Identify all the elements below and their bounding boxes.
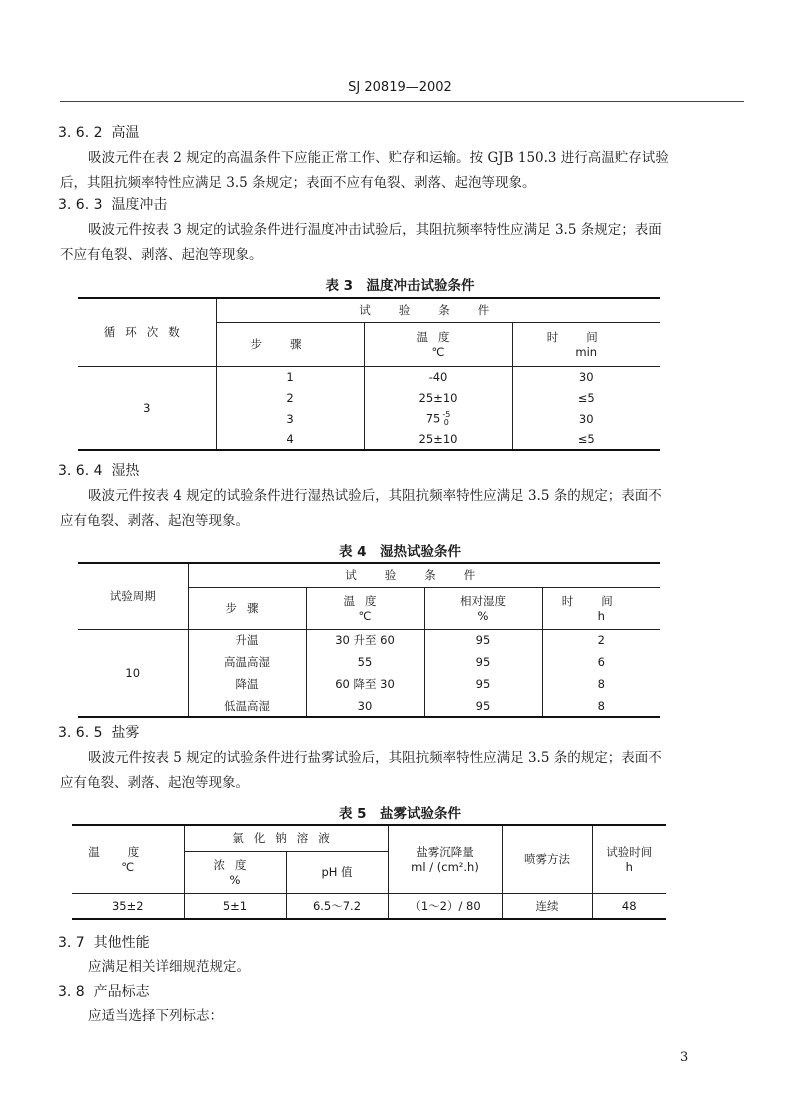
section-number: 3. 6. 5	[58, 725, 103, 741]
table-header-nacl: 氯化钠溶液	[184, 825, 388, 851]
table-cell: 8	[597, 677, 605, 691]
table-4	[78, 562, 660, 718]
table-header-period: 试验周期	[78, 563, 188, 629]
table-cell: （1～2）/ 80	[388, 893, 502, 919]
table-cell: ≤5	[512, 429, 660, 450]
paragraph-line: 吸波元件按表 5 规定的试验条件进行盐雾试验后，其阻抗频率特性应满足 3.5 条的规定；表面不	[88, 750, 662, 766]
paragraph-line: 应有龟裂、剥落、起泡等现象。	[60, 513, 249, 529]
section-3-6-5-body	[60, 746, 690, 796]
table-cell: 95	[424, 673, 542, 695]
section-3-6-5-heading	[58, 722, 139, 742]
table-header-time: 时间 h	[542, 587, 660, 629]
table-header-conditions: 试验条件	[188, 563, 660, 587]
table-3	[78, 297, 660, 451]
table-cell: 30	[578, 411, 594, 426]
table-cell: 25±10	[364, 429, 512, 450]
paragraph-line: 吸波元件按表 4 规定的试验条件进行湿热试验后，其阻抗频率特性应满足 3.5 条的规定；表面不	[88, 488, 662, 504]
section-title: 产品标志	[93, 984, 150, 1000]
section-number: 3. 6. 2	[58, 125, 103, 141]
table-cell: 高温高湿	[188, 651, 306, 673]
table-5-caption: 表 5 盐雾试验条件	[338, 806, 462, 822]
table-cell: 1	[216, 366, 364, 387]
section-number: 3. 8	[58, 984, 85, 1000]
table-cell: 30	[578, 369, 594, 384]
table-cell: 95	[424, 629, 542, 651]
table-header-temperature: 温度 ℃	[306, 587, 424, 629]
section-title: 其他性能	[93, 935, 150, 951]
table-cell-period: 10	[78, 629, 188, 717]
table-cell: 55	[306, 651, 424, 673]
paragraph-line: 吸波元件按表 3 规定的试验条件进行温度冲击试验后，其阻抗频率特性应满足 3.5 条规定；表面	[88, 222, 662, 238]
table-cell: 低温高湿	[188, 695, 306, 717]
table-5	[72, 824, 666, 920]
section-3-7-body	[60, 955, 690, 980]
table-header-conditions: 试验条件	[216, 298, 660, 322]
paragraph-line: 应满足相关详细规范规定。	[88, 959, 250, 975]
paragraph-line: 应有龟裂、剥落、起泡等现象。	[60, 775, 249, 791]
table-cell: 4	[216, 429, 364, 450]
section-3-8-body	[60, 1004, 690, 1029]
section-3-6-2-heading	[58, 122, 139, 142]
table-header-concentration: 浓度 %	[184, 851, 286, 893]
table-header-temperature: 温度 ℃	[72, 825, 184, 893]
table-cell: 75 -5 0	[364, 408, 512, 429]
header-rule	[60, 101, 744, 102]
table-cell: 6.5～7.2	[286, 893, 388, 919]
table-cell: 95	[424, 651, 542, 673]
section-3-8-heading	[58, 981, 150, 1001]
table-header-temperature: 温度 ℃	[364, 322, 512, 366]
table-cell: 60 降至 30	[306, 673, 424, 695]
table-cell: 25±10	[364, 387, 512, 408]
section-title: 温度冲击	[111, 197, 168, 213]
table-header-step: 步骤	[188, 587, 306, 629]
section-title: 高温	[111, 125, 140, 141]
table-cell: 6	[597, 655, 605, 669]
table-cell: 3	[216, 408, 364, 429]
table-cell: 30	[306, 695, 424, 717]
table-cell-cycles: 3	[78, 366, 216, 450]
table-cell: 连续	[502, 893, 592, 919]
section-3-7-heading	[58, 932, 150, 952]
section-number: 3. 6. 4	[58, 463, 103, 479]
table-cell: 升温	[188, 629, 306, 651]
table-cell: 5±1	[184, 893, 286, 919]
table-header-cycles: 循环次数	[78, 298, 216, 366]
page-number: 3	[680, 1050, 689, 1065]
table-header-settling: 盐雾沉降量 ml / (cm².h)	[388, 825, 502, 893]
table-cell: -40	[364, 366, 512, 387]
section-number: 3. 6. 3	[58, 197, 103, 213]
table-cell: 95	[424, 695, 542, 717]
table-cell: ≤5	[577, 390, 595, 405]
section-number: 3. 7	[58, 935, 85, 951]
table-4-caption: 表 4 湿热试验条件	[338, 544, 462, 560]
section-3-6-3-heading	[58, 194, 167, 214]
table-header-method: 喷雾方法	[502, 825, 592, 893]
section-title: 盐雾	[111, 725, 140, 741]
paragraph-line: 应适当选择下列标志：	[88, 1008, 223, 1024]
paragraph-line: 不应有龟裂、剥落、起泡等现象。	[60, 247, 263, 263]
table-header-step: 步骤	[216, 322, 364, 366]
paragraph-line: 后，其阻抗频率特性应满足 3.5 条规定；表面不应有龟裂、剥落、起泡等现象。	[60, 175, 536, 191]
table-cell: 35±2	[72, 893, 184, 919]
table-header-time: 时间 min	[512, 322, 660, 366]
standard-header: SJ 20819—2002	[348, 80, 452, 95]
section-title: 湿热	[111, 463, 140, 479]
table-3-caption: 表 3 温度冲击试验条件	[325, 278, 475, 294]
section-3-6-2-body	[60, 146, 690, 196]
table-header-time: 试验时间 h	[592, 825, 666, 893]
paragraph-line: 吸波元件在表 2 规定的高温条件下应能正常工作、贮存和运输。按 GJB 150.3 进行高温贮存试验	[88, 150, 669, 166]
table-cell: 8	[542, 695, 660, 717]
table-cell: 降温	[188, 673, 306, 695]
table-cell: 30 升至 60	[306, 629, 424, 651]
section-3-6-3-body	[60, 218, 690, 268]
table-cell: 48	[592, 893, 666, 919]
table-header-humidity: 相对湿度 %	[424, 587, 542, 629]
table-header-ph: pH 值	[286, 851, 388, 893]
table-cell: 2	[216, 387, 364, 408]
table-cell: 2	[597, 633, 605, 648]
section-3-6-4-heading	[58, 460, 139, 480]
section-3-6-4-body	[60, 484, 690, 534]
